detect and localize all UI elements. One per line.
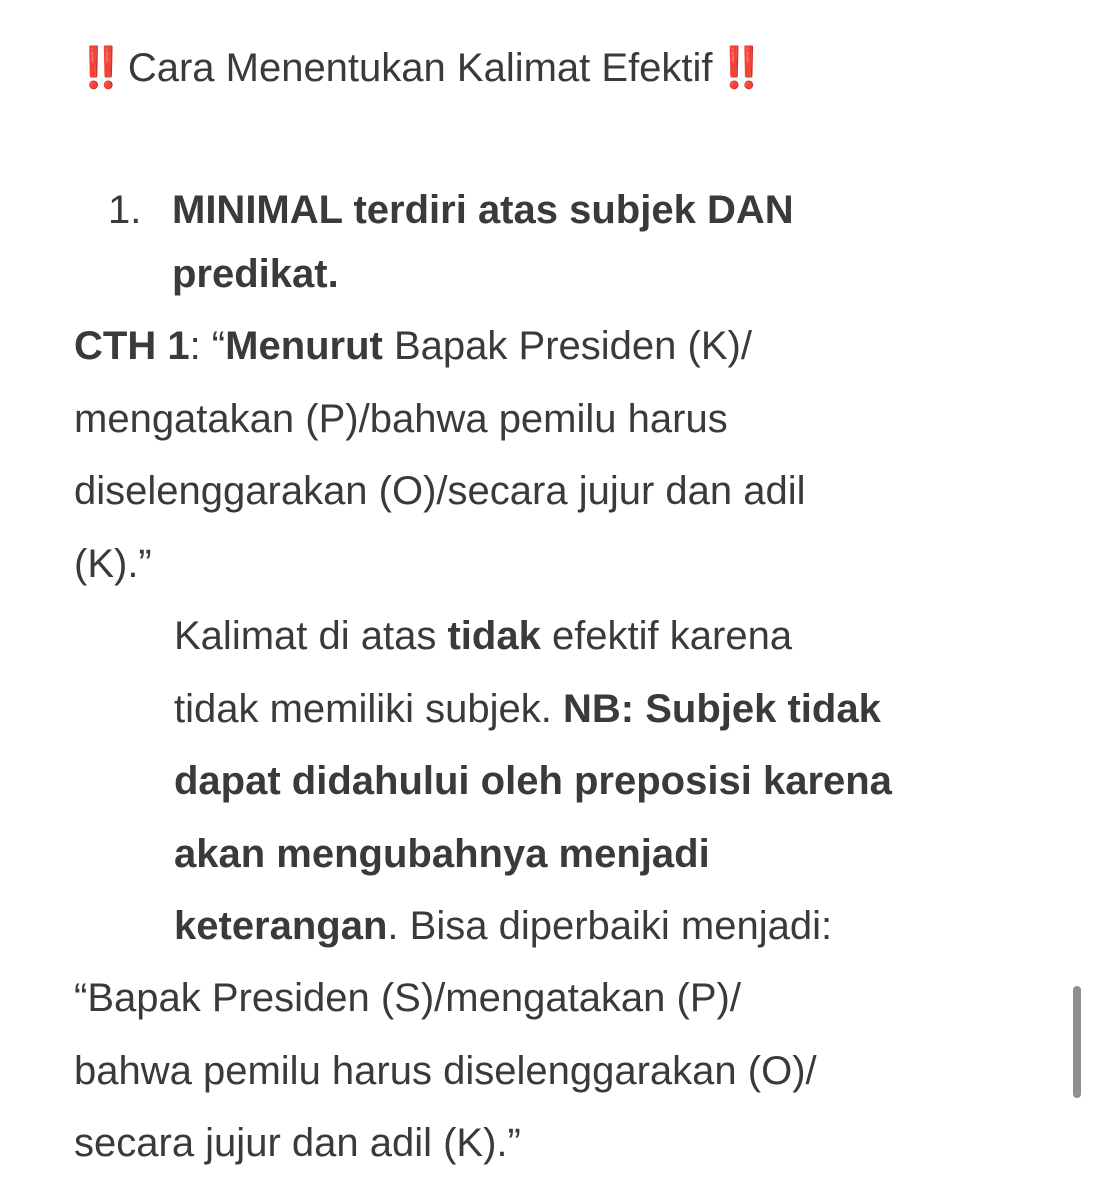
text-line: secara jujur dan adil (K).”	[74, 1121, 521, 1165]
corrected-example-paragraph	[74, 962, 817, 1180]
text-run: Bapak Presiden (K)/	[382, 324, 752, 368]
double-exclamation-icon: ‼️	[716, 46, 761, 90]
text-line	[174, 890, 892, 963]
list-line: MINIMAL terdiri atas subjek DAN	[172, 188, 794, 232]
double-exclamation-icon: ‼️	[76, 46, 120, 90]
text-line: “Bapak Presiden (S)/mengatakan (P)/	[74, 976, 741, 1020]
explanation-paragraph	[174, 600, 892, 963]
text-line: (K).”	[74, 541, 152, 586]
vertical-scrollbar[interactable]	[1073, 986, 1081, 1098]
list-line: predikat.	[172, 252, 339, 296]
text-line: bahwa pemilu harus diselenggarakan (O)/	[74, 1048, 817, 1093]
text-line: mengatakan (P)/bahwa pemilu harus	[74, 396, 728, 441]
list-number: 1.	[108, 188, 142, 232]
text-line	[174, 818, 892, 891]
text-run: efektif karena	[540, 614, 793, 658]
example-paragraph	[74, 310, 806, 600]
text-line	[174, 673, 892, 746]
example-label: CTH 1	[74, 324, 190, 368]
list-item-text	[172, 178, 972, 306]
bold-note: akan mengubahnya menjadi	[174, 831, 710, 876]
bold-note: keterangan	[174, 904, 388, 948]
text-run: : “	[189, 324, 226, 368]
bold-note: NB: Subjek tidak	[563, 686, 881, 731]
text-line	[174, 745, 892, 818]
bold-word: Menurut	[225, 324, 383, 368]
note-title	[76, 40, 760, 96]
text-run: . Bisa diperbaiki menjadi:	[387, 904, 833, 948]
text-line	[174, 600, 892, 673]
text-run: tidak memiliki subjek.	[174, 686, 564, 731]
title-text: Cara Menentukan Kalimat Efektif	[127, 46, 713, 90]
text-line	[74, 310, 806, 383]
text-run: Kalimat di atas	[174, 614, 448, 658]
bold-word: tidak	[447, 614, 541, 658]
text-line: diselenggarakan (O)/secara jujur dan adil	[74, 469, 806, 513]
bold-note: dapat didahului oleh preposisi karena	[174, 759, 892, 803]
